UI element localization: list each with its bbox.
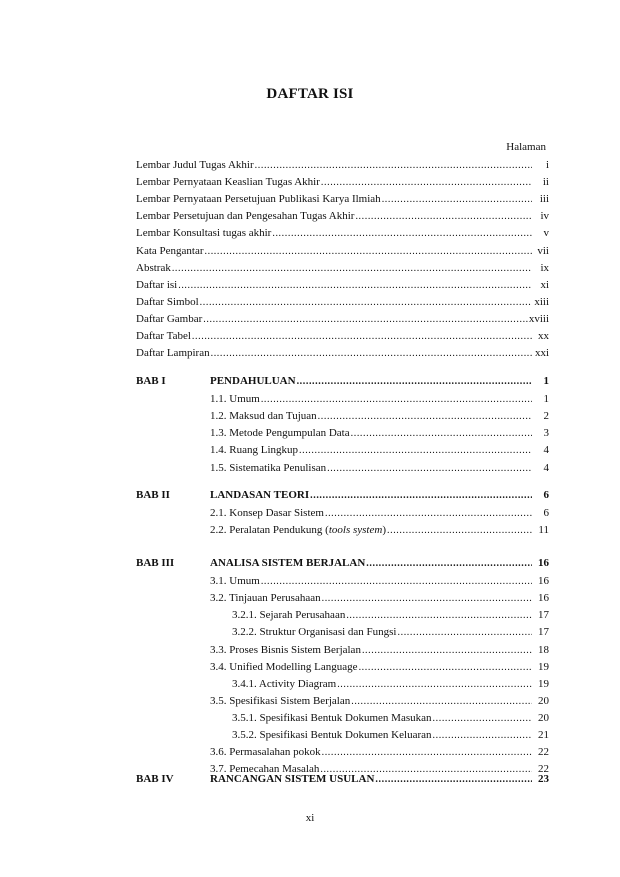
- toc-entry-text: 3.5.1. Spesifikasi Bentuk Dokumen Masukan: [232, 711, 432, 724]
- toc-page-number: 19: [538, 660, 549, 673]
- dot-leader: [178, 280, 532, 291]
- dot-leader: [327, 463, 532, 474]
- toc-entry-text: 3.6. Permasalahan pokok: [210, 746, 321, 759]
- toc-entry-label: [232, 626, 397, 638]
- toc-entry-label: [136, 330, 191, 342]
- toc-entry-label: [210, 592, 321, 604]
- front-matter-entry: [136, 313, 549, 329]
- toc-entry-text: Lembar Konsultasi tugas akhir: [136, 227, 272, 240]
- toc-page-number: xviii: [528, 312, 549, 325]
- toc-entry-text: 3.5.2. Spesifikasi Bentuk Dokumen Keluaran: [232, 729, 432, 741]
- chapter-heading-entry: [210, 375, 549, 391]
- toc-page-number: 17: [538, 626, 549, 639]
- toc-entry-text: 2.2. Peralatan Pendukung (: [210, 524, 329, 537]
- toc-page-number: xx: [538, 330, 549, 342]
- toc-entry-label: [136, 279, 177, 291]
- dot-leader: [322, 593, 532, 604]
- toc-entry-label: [210, 375, 296, 387]
- front-matter-entry: [136, 279, 549, 295]
- toc-entry-label: [210, 661, 358, 673]
- subsection-entry: [210, 661, 549, 677]
- toc-entry-label: [136, 176, 320, 188]
- subsection-entry: [210, 427, 549, 443]
- toc-entry-label: [136, 296, 199, 308]
- toc-page-number: iv: [540, 210, 549, 223]
- toc-entry-text: Daftar Simbol: [136, 295, 199, 308]
- toc-page-number: 16: [538, 575, 549, 588]
- front-matter-entry: [136, 176, 549, 192]
- toc-entry-label: [210, 575, 260, 587]
- toc-page-number: 22: [538, 746, 549, 759]
- front-matter-entry: [136, 296, 549, 312]
- subsection-entry: [210, 644, 549, 660]
- dot-leader: [203, 314, 528, 325]
- toc-entry-label: [210, 489, 309, 501]
- toc-page-number: 18: [538, 643, 549, 656]
- dot-leader: [375, 774, 532, 785]
- toc-entry-text: 3.1. Umum: [210, 575, 260, 588]
- toc-page-number: 6: [543, 507, 549, 520]
- toc-page-number: vii: [537, 244, 549, 257]
- toc-entry-text: 1.2. Maksud dan Tujuan: [210, 410, 317, 423]
- toc-entry-label: [210, 746, 321, 758]
- chapter-heading-entry: [210, 773, 549, 789]
- page-title: DAFTAR ISI: [266, 86, 354, 102]
- toc-entry-label: [210, 524, 386, 536]
- subsection-entry: [210, 410, 549, 426]
- subsection-entry: [210, 575, 549, 591]
- toc-page-number: 20: [538, 694, 549, 707]
- dot-leader: [172, 263, 532, 274]
- toc-page-number: 3: [543, 427, 549, 440]
- subsection-entry: [210, 462, 549, 478]
- page-number-footer: xi: [305, 812, 315, 824]
- toc-page-number: 1: [543, 393, 549, 406]
- subsection-entry: [210, 592, 549, 608]
- toc-page-number: xiii: [534, 295, 549, 308]
- toc-entry-label: [232, 609, 345, 621]
- dot-leader: [321, 177, 532, 188]
- front-matter-entry: [136, 210, 549, 226]
- front-matter-entry: [136, 159, 549, 175]
- toc-entry-label: [210, 695, 350, 707]
- subsubsection-entry: [232, 626, 549, 642]
- toc-entry-text: 3.4.1. Activity Diagram: [232, 677, 337, 690]
- toc-entry-text: Lembar Pernyataan Keaslian Tugas Akhir: [136, 176, 320, 189]
- subsection-entry: [210, 746, 549, 762]
- toc-entry-label: [210, 393, 260, 405]
- toc-page-number: 23: [538, 773, 549, 785]
- dot-leader: [261, 394, 532, 405]
- toc-entry-label: [210, 773, 374, 785]
- front-matter-entry: [136, 347, 549, 363]
- toc-page-number: v: [543, 227, 549, 240]
- toc-entry-label: [136, 210, 354, 222]
- toc-entry-text: Daftar Tabel: [136, 330, 191, 342]
- dot-leader: [433, 730, 533, 741]
- toc-entry-label: [210, 410, 317, 422]
- dot-leader: [325, 508, 532, 519]
- toc-entry-text: 2.1. Konsep Dasar Sistem: [210, 507, 324, 520]
- dot-leader: [272, 228, 532, 239]
- dot-leader: [351, 428, 532, 439]
- toc-entry-text: ANALISA SISTEM BERJALAN: [210, 557, 366, 569]
- toc-entry-text: PENDAHULUAN: [210, 375, 296, 387]
- toc-entry-text: Kata Pengantar: [136, 244, 204, 257]
- toc-page-number: i: [545, 159, 549, 171]
- dot-leader: [433, 713, 532, 724]
- toc-entry-label: [210, 557, 365, 569]
- subsection-entry: [210, 393, 549, 409]
- toc-entry-label: [136, 193, 381, 205]
- toc-page-number: 20: [538, 711, 549, 724]
- toc-entry-text: LANDASAN TEORI: [210, 489, 310, 501]
- toc-entry-text: Daftar isi: [136, 278, 178, 291]
- toc-entry-text: Abstrak: [136, 261, 171, 274]
- subsubsection-entry: [232, 729, 549, 745]
- toc-entry-label: [232, 729, 432, 741]
- dot-leader: [299, 445, 532, 456]
- halaman-label: Halaman: [506, 141, 546, 153]
- toc-page-number: 21: [538, 729, 549, 741]
- chapter-heading-entry: [210, 557, 549, 573]
- dot-leader: [322, 747, 532, 758]
- subsubsection-entry: [232, 609, 549, 625]
- toc-entry-label: [136, 347, 210, 359]
- toc-entry-label: [136, 227, 271, 239]
- toc-entry-text: 1.1. Umum: [210, 393, 260, 406]
- toc-entry-text: Lembar Persetujuan dan Pengesahan Tugas Akhir: [136, 210, 355, 223]
- toc-entry-label: [210, 444, 298, 456]
- dot-leader: [382, 194, 532, 205]
- toc-page-number: 4: [543, 461, 549, 474]
- dot-leader: [261, 576, 532, 587]
- toc-entry-label: [232, 712, 432, 724]
- toc-entry-italic-text: tools system: [328, 524, 383, 537]
- toc-entry-label: [136, 159, 254, 171]
- toc-page-number: 16: [538, 557, 549, 569]
- toc-entry-text: RANCANGAN SISTEM USULAN: [210, 773, 375, 785]
- toc-entry-label: [210, 644, 361, 656]
- toc-entry-text: 1.4. Ruang Lingkup: [210, 444, 298, 457]
- chapter-number: BAB IV: [136, 773, 174, 785]
- toc-page-number: xi: [540, 278, 549, 291]
- dot-leader: [346, 610, 532, 621]
- dot-leader: [366, 558, 532, 569]
- toc-entry-text: Daftar Gambar: [136, 312, 203, 325]
- dot-leader: [255, 160, 532, 171]
- dot-leader: [398, 627, 533, 638]
- toc-page-number: 2: [543, 410, 549, 423]
- toc-entry-label: [136, 313, 202, 325]
- front-matter-entry: [136, 262, 549, 278]
- chapter-number: BAB III: [136, 557, 175, 569]
- subsection-entry: [210, 507, 549, 523]
- toc-entry-label: [210, 462, 326, 474]
- toc-entry-text: 3.2. Tinjauan Perusahaan: [210, 592, 321, 605]
- toc-page-number: iii: [539, 193, 549, 206]
- dot-leader: [205, 246, 533, 257]
- dot-leader: [337, 679, 532, 690]
- dot-leader: [362, 645, 532, 656]
- subsubsection-entry: [232, 712, 549, 728]
- toc-entry-text: 3.2.1. Sejarah Perusahaan: [232, 609, 346, 622]
- toc-entry-text: 3.7. Pemecahan Masalah: [210, 763, 320, 776]
- toc-page-number: 1: [543, 375, 549, 387]
- front-matter-entry: [136, 227, 549, 243]
- toc-entry-text: Lembar Judul Tugas Akhir: [136, 159, 254, 171]
- dot-leader: [359, 662, 532, 673]
- toc-entry-label: [136, 262, 171, 274]
- toc-page-number: ii: [542, 176, 549, 189]
- toc-page-number: 16: [538, 592, 549, 605]
- toc-entry-label: [136, 245, 204, 257]
- dot-leader: [351, 696, 532, 707]
- toc-entry-text: 1.5. Sistematika Penulisan: [210, 461, 327, 474]
- toc-entry-text: 1.3. Metode Pengumpulan Data: [210, 427, 350, 440]
- subsection-entry: [210, 444, 549, 460]
- subsection-entry: [210, 524, 549, 540]
- chapter-heading-entry: [210, 489, 549, 505]
- chapter-number: BAB I: [136, 375, 166, 387]
- toc-page-number: 11: [538, 524, 549, 537]
- toc-entry-label: [210, 507, 324, 519]
- toc-page-number: 6: [543, 489, 549, 501]
- dot-leader: [318, 411, 532, 422]
- dot-leader: [200, 297, 532, 308]
- toc-entry-text: 3.2.2. Struktur Organisasi dan Fungsi: [232, 626, 397, 639]
- toc-page-number: 4: [543, 444, 549, 457]
- toc-page-number: 17: [538, 609, 549, 622]
- toc-page-number: 22: [538, 763, 549, 776]
- dot-leader: [192, 331, 532, 342]
- toc-entry-label: [232, 678, 336, 690]
- dot-leader: [211, 348, 532, 359]
- toc-page-number: ix: [540, 261, 549, 274]
- dot-leader: [297, 376, 532, 387]
- subsection-entry: [210, 695, 549, 711]
- toc-page-number: 19: [538, 677, 549, 690]
- chapter-number: BAB II: [136, 489, 170, 501]
- front-matter-entry: [136, 193, 549, 209]
- toc-entry-text-suffix: ): [382, 524, 386, 537]
- subsubsection-entry: [232, 678, 549, 694]
- toc-entry-text: 3.4. Unified Modelling Language: [210, 660, 358, 673]
- toc-entry-text: Daftar Lampiran: [136, 347, 210, 360]
- dot-leader: [387, 525, 532, 536]
- front-matter-entry: [136, 245, 549, 261]
- toc-entry-text: Lembar Pernyataan Persetujuan Publikasi Karya Ilmiah: [136, 193, 381, 206]
- toc-entry-text: 3.5. Spesifikasi Sistem Berjalan: [210, 694, 351, 707]
- dot-leader: [355, 211, 532, 222]
- toc-entry-text: 3.3. Proses Bisnis Sistem Berjalan: [210, 643, 361, 656]
- toc-entry-label: [210, 427, 350, 439]
- toc-page-number: xxi: [534, 347, 549, 360]
- front-matter-entry: [136, 330, 549, 346]
- dot-leader: [310, 490, 532, 501]
